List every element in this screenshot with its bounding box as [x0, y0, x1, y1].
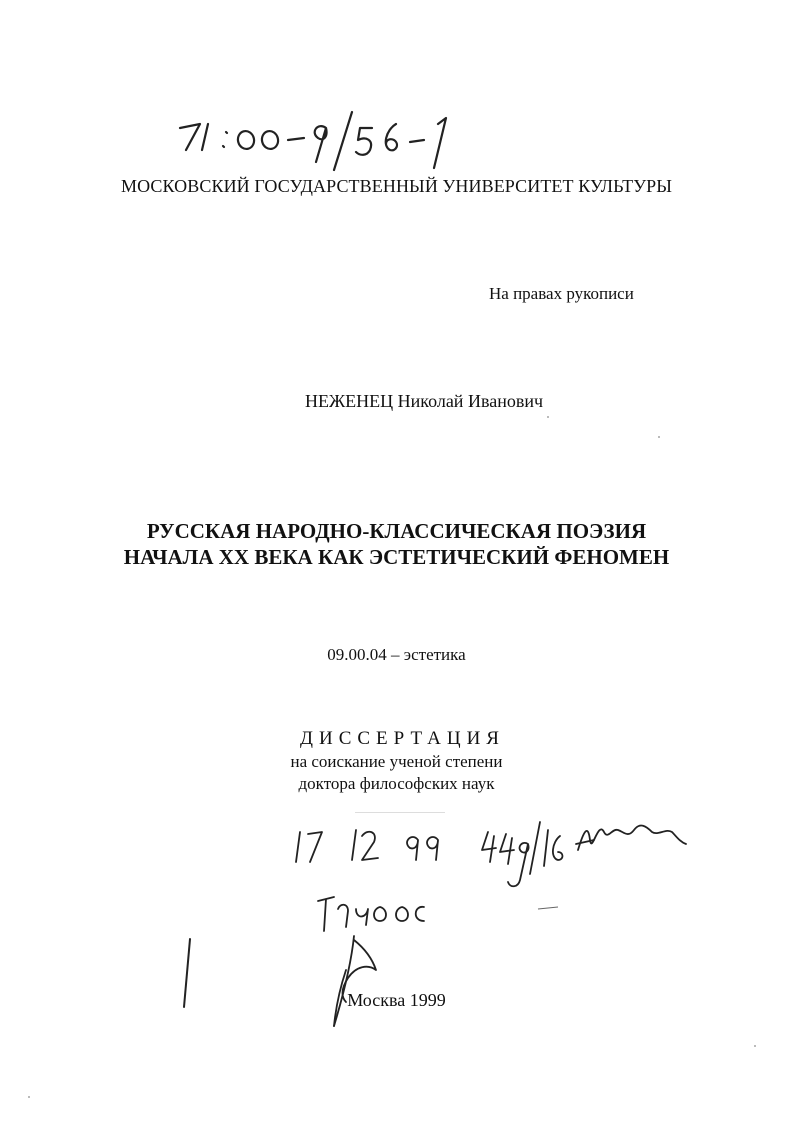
rights-note: На правах рукописи: [489, 284, 634, 303]
specialty-code: 09.00.04 – эстетика: [327, 645, 466, 664]
scan-dot: [754, 1045, 756, 1047]
university-name: МОСКОВСКИЙ ГОСУДАРСТВЕННЫЙ УНИВЕРСИТЕТ КУЛЬТУРЫ: [120, 176, 673, 196]
handwritten-scribble: [0, 885, 793, 945]
handwritten-registration-note: [0, 810, 793, 950]
author-name: НЕЖЕНЕЦ Николай Иванович: [305, 391, 544, 411]
place-and-year: Москва 1999: [347, 990, 446, 1010]
dissertation-title-line-2: НАЧАЛА XX ВЕКА КАК ЭСТЕТИЧЕСКИЙ ФЕНОМЕН: [123, 545, 670, 569]
scan-dot: [547, 416, 549, 418]
document-type: ДИССЕРТАЦИЯ: [300, 728, 505, 749]
dissertation-title-line-1: РУССКАЯ НАРОДНО-КЛАССИЧЕСКАЯ ПОЭЗИЯ: [146, 519, 647, 543]
degree-line-2: доктора философских наук: [298, 774, 495, 793]
faint-stamp-mark: [355, 812, 445, 813]
scan-dot: [658, 436, 660, 438]
scan-dot: [28, 1096, 30, 1098]
degree-line-1: на соискание ученой степени: [290, 752, 503, 771]
signature: [320, 930, 400, 1040]
catalog-number-handwriting: [0, 0, 793, 180]
